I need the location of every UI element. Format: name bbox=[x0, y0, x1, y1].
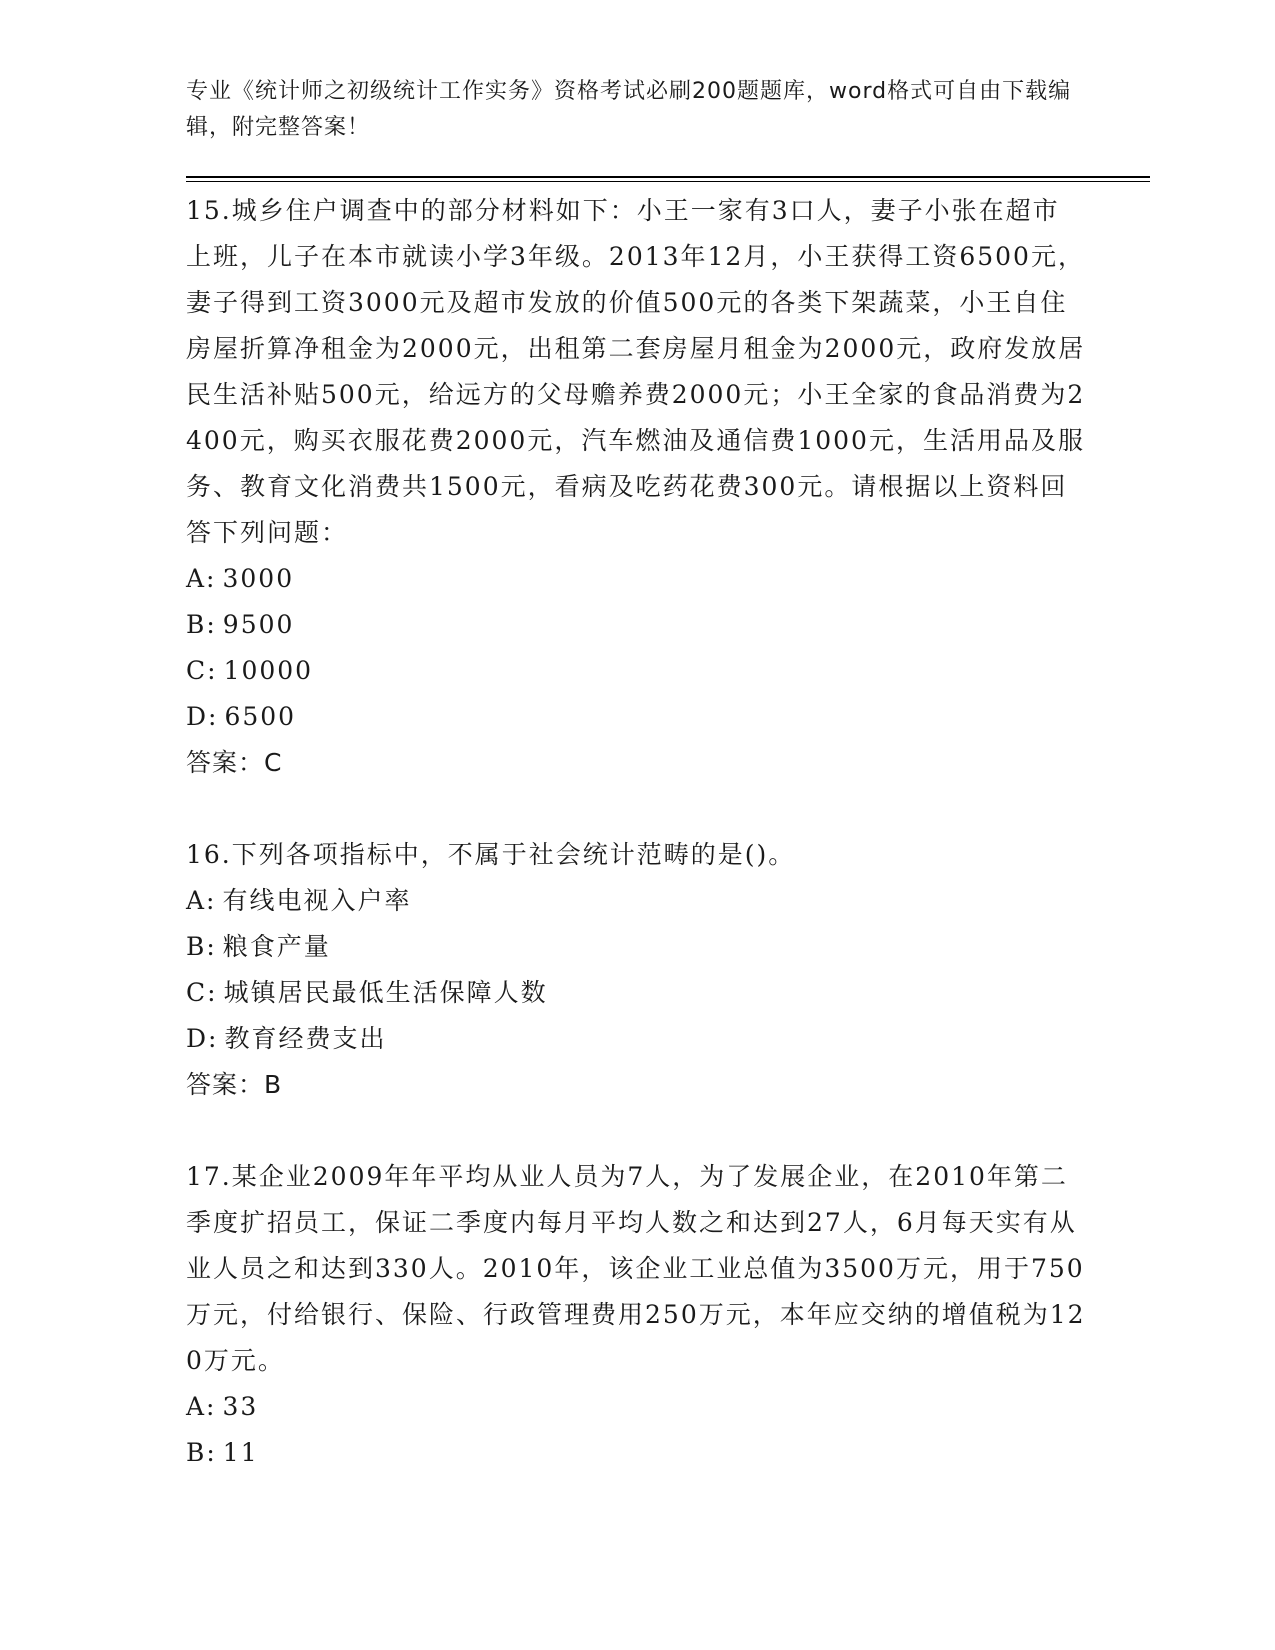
option-text: 有线电视入户率 bbox=[222, 886, 412, 915]
question-spacer bbox=[186, 1108, 1086, 1154]
answer-label: 答案：C bbox=[186, 748, 283, 777]
question-16 bbox=[186, 832, 1086, 1108]
option-letter: D: bbox=[186, 702, 219, 731]
option-d bbox=[186, 1016, 1086, 1062]
option-text: 33 bbox=[222, 1392, 259, 1421]
question-stem: 16.下列各项指标中，不属于社会统计范畴的是()。 bbox=[186, 840, 796, 869]
option-text: 粮食产量 bbox=[222, 932, 331, 961]
header-rule-thick bbox=[186, 176, 1150, 178]
option-c bbox=[186, 648, 1086, 694]
option-text: 城镇居民最低生活保障人数 bbox=[223, 978, 548, 1007]
option-b bbox=[186, 924, 1086, 970]
option-text: 10000 bbox=[223, 656, 314, 685]
question-15 bbox=[186, 188, 1086, 786]
document-header: 专业《统计师之初级统计工作实务》资格考试必刷200题题库，word格式可自由下载编辑，附完整答案！ bbox=[186, 79, 1072, 140]
header-rule-thin bbox=[186, 181, 1150, 182]
question-list bbox=[186, 188, 1086, 1476]
option-b bbox=[186, 602, 1086, 648]
option-letter: C: bbox=[186, 656, 218, 685]
option-a bbox=[186, 556, 1086, 602]
option-text: 教育经费支出 bbox=[224, 1024, 387, 1053]
question-stem: 15.城乡住户调查中的部分材料如下：小王一家有3口人，妻子小张在超市上班，儿子在本市就读小学3年级。2013年12月，小王获得工资6500元，妻子得到工资3000元及超市发放的价值500元的各类下架蔬菜，小王自住房屋折算净租金为2000元，出租第二套房屋月租金为2000元，政府发放居民生活补贴500元，给远方的父母赡养费2000元；小王全家的食品消费为2400元，购买衣服花费2000元，汽车燃油及通信费1000元，生活用品及服务、教育文化消费共1500元，看病及吃药花费300元。请根据以上资料回答下列问题： bbox=[186, 196, 1086, 547]
option-letter: C: bbox=[186, 978, 218, 1007]
question-stem: 17.某企业2009年年平均从业人员为7人，为了发展企业，在2010年第二季度扩招员工，保证二季度内每月平均人数之和达到27人，6月每天实有从业人员之和达到330人。2010年，该企业工业总值为3500万元，用于750万元，付给银行、保险、行政管理费用250万元，本年应交纳的增值税为120万元。 bbox=[186, 1162, 1086, 1375]
option-letter: A: bbox=[186, 886, 217, 915]
option-d bbox=[186, 694, 1086, 740]
option-letter: B: bbox=[186, 932, 217, 961]
option-letter: B: bbox=[186, 1438, 217, 1467]
option-text: 9500 bbox=[222, 610, 295, 639]
question-17 bbox=[186, 1154, 1086, 1476]
option-a bbox=[186, 1384, 1086, 1430]
option-c bbox=[186, 970, 1086, 1016]
option-text: 6500 bbox=[224, 702, 297, 731]
option-letter: A: bbox=[186, 564, 217, 593]
option-letter: A: bbox=[186, 1392, 217, 1421]
option-letter: B: bbox=[186, 610, 217, 639]
option-letter: D: bbox=[186, 1024, 219, 1053]
option-text: 3000 bbox=[222, 564, 295, 593]
option-a bbox=[186, 878, 1086, 924]
option-b bbox=[186, 1430, 1086, 1476]
question-spacer bbox=[186, 786, 1086, 832]
option-text: 11 bbox=[222, 1438, 259, 1467]
answer-label: 答案：B bbox=[186, 1070, 283, 1099]
